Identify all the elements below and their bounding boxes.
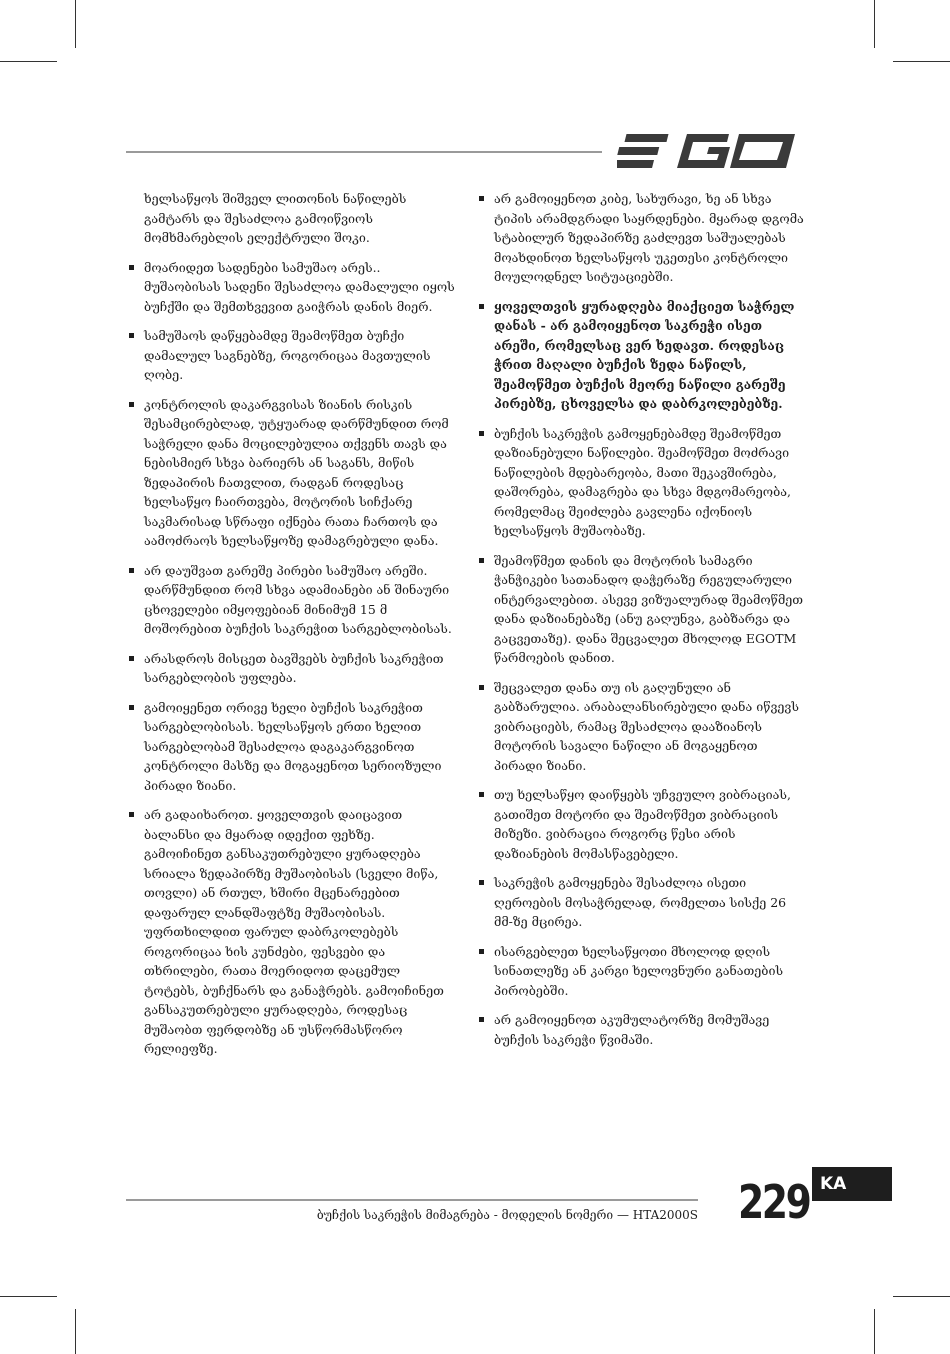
bullet-item: გამოიყენეთ ორივე ხელი ბუჩქის საკრეჭით სარგებლობისას. ხელსაწყოს ერთი ხელით სარგებლობამ შესაძლოა დაგაკარგვინოთ კონტროლი მასზე და მოგაყენოთ სერიოზული პირადი ზიანი. [126,698,456,796]
bullet-item: მოარიდეთ სადენები სამუშაო არეს.. მუშაობისას სადენი შესაძლოა დამალული იყოს ბუჩქში და შემთხვევით გაიჭრას დანის მიერ. [126,258,456,317]
crop-mark [874,1309,875,1354]
left-column [126,189,456,1069]
bullet-item: ბუჩქის საკრეჭის გამოყენებამდე შეამოწმეთ დაზიანებული ნაწილები. შეამოწმეთ მოძრავი ნაწილების მდებარეობა, მათი შეკავშირება, დაშორება, დამაგრება და სხვა მდგომარეობა, რომელმაც შეიძლება გავლენა იქონიოს ხელსაწყოს მუშაობაზე. [476,424,806,541]
bullet-item: საკრეჭის გამოყენება შესაძლოა ისეთი ღეროების მოსაჭრელად, რომელთა სისქე 26 მმ-ზე მცირეა. [476,873,806,932]
crop-mark [75,0,76,48]
footer-rule [126,1199,698,1201]
crop-mark [893,61,950,62]
bullet-item: არ გამოიყენოთ აკუმულატორზე მომუშავე ბუჩქის საკრეჭი წვიმაში. [476,1010,806,1049]
bullet-item: ისარგებლეთ ხელსაწყოთი მხოლოდ დღის სინათლეზე ან კარგი ხელოვნური განათების პირობებში. [476,942,806,1001]
bullet-item: არ გადაიხაროთ. ყოველთვის დაიცავით ბალანსი და მყარად იდექით ფეხზე. გამოიჩინეთ განსაკუთრებული ყურადღება სრიალა ზედაპირზე მუშაობისას (სველი მიწა, თოვლი) ან რთულ, ხშირი მცენარეებით დაფარულ ლანდშაფტზე მუშაობისას. უფრთხილდით ფარულ დაბრკოლებებს როგორიცაა ხის კუნძები, ფესვები და თხრილები, რათა მოერიდოთ დაცემულ ტოტებს, ბუჩქნარს და განაჭრებს. გამოიჩინეთ განსაკუთრებული ყურადღება, როდესაც მუშაობთ ფერდობზე ან უსწორმასწორო რელიეფზე. [126,805,456,1059]
crop-mark [874,0,875,48]
paragraph: ხელსაწყოს შიშველ ლითონის ნაწილებს გამტარს და შესაძლოა გამოიწვიოს მომხმარებლის ელექტრული შოკი. [144,191,407,245]
bullet-item: თუ ხელსაწყო დაიწყებს უჩვეულო ვიბრაციას, გათიშეთ მოტორი და შეამოწმეთ ვიბრაციის მიზეზი. ვიბრაცია როგორც წესი არის დაზიანების მომასწავებელი. [476,785,806,863]
header-rule [126,151,602,153]
footer-caption: ბუჩქის საკრეჭის მიმაგრება - მოდელის ნომერი — HTA2000S [316,1208,698,1222]
bullet-item: არასდროს მისცეთ ბავშვებს ბუჩქის საკრეჭით სარგებლობის უფლება. [126,649,456,688]
crop-mark [75,1309,76,1354]
crop-mark [0,61,57,62]
bullet-item: არ დაუშვათ გარეშე პირები სამუშაო არეში. დარწმუნდით რომ სხვა ადამიანები ან შინაური ცხოველები იმყოფებიან მინიმუმ 15 მ მოშორებით ბუჩქის საკრეჭით სარგებლობისას. [126,561,456,639]
bullet-item: შეამოწმეთ დანის და მოტორის სამაგრი ჭანჭიკები სათანადო დაჭერაზე რეგულარული ინტერვალებით. ასევე ვიზუალურად შეამოწმეთ დანა დაზიანებაზე (ანუ გაღუნვა, გაბზარვა და გაცვეთაზე). დანა შეცვალეთ მხოლოდ EGOTM წარმოების დანით. [476,551,806,668]
ego-logo-graphic [617,132,799,170]
bullet-item: შეცვალეთ დანა თუ ის გაღუნული ან გაბზარულია. არაბალანსირებული დანა იწვევს ვიბრაციებს, რამაც შესაძლოა დააზიანოს მოტორის სავალი ნაწილი ან მოგაყენოთ პირადი ზიანი. [476,678,806,776]
bullet-item: კონტროლის დაკარგვისას ზიანის რისკის შესამცირებლად, უტყუარად დარწმუნდით რომ საჭრელი დანა მოცილებულია თქვენს თავს და ნებისმიერ სხვა ბარიერს ან საგანს, მიწის ზედაპირის ჩათვლით, რადგან როდესაც ხელსაწყო ჩაირთვება, მოტორის სიჩქარე საკმარისად სწრაფი იქნება რათა ჩართოს და აამოძრაოს ხელსაწყოზე დამაგრებული დანა. [126,395,456,551]
language-badge: KA [812,1167,892,1201]
right-column [476,189,806,1059]
crop-mark [0,1296,57,1297]
bullet-item-warning: ყოველთვის ყურადღება მიაქციეთ საჭრელ დანას - არ გამოიყენოთ საკრეჭი ისეთ არეში, რომელსაც ვერ ხედავთ. როდესაც ჭრით მაღალი ბუჩქის ზედა ნაწილს, შეამოწმეთ ბუჩქის მეორე ნაწილი გარეშე პირებზე, ცხოველსა და დაბრკოლებებზე. [476,297,806,414]
bullet-item: არ გამოიყენოთ კიბე, სახურავი, ხე ან სხვა ტიპის არამდგრადი საყრდენები. მყარად დგომა სტაბილურ ზედაპირზე გაძლევთ საშუალებას მოახდინოთ ხელსაწყოს უკეთესი კონტროლი მოულოდნელ სიტუაციებში. [476,189,806,287]
ego-logo [617,132,799,170]
bullet-item: სამუშაოს დაწყებამდე შეამოწმეთ ბუჩქი დამალულ საგნებზე, როგორიცაა მავთულის ღობე. [126,326,456,385]
page-number: 229 [738,1175,810,1229]
crop-mark [893,1296,950,1297]
